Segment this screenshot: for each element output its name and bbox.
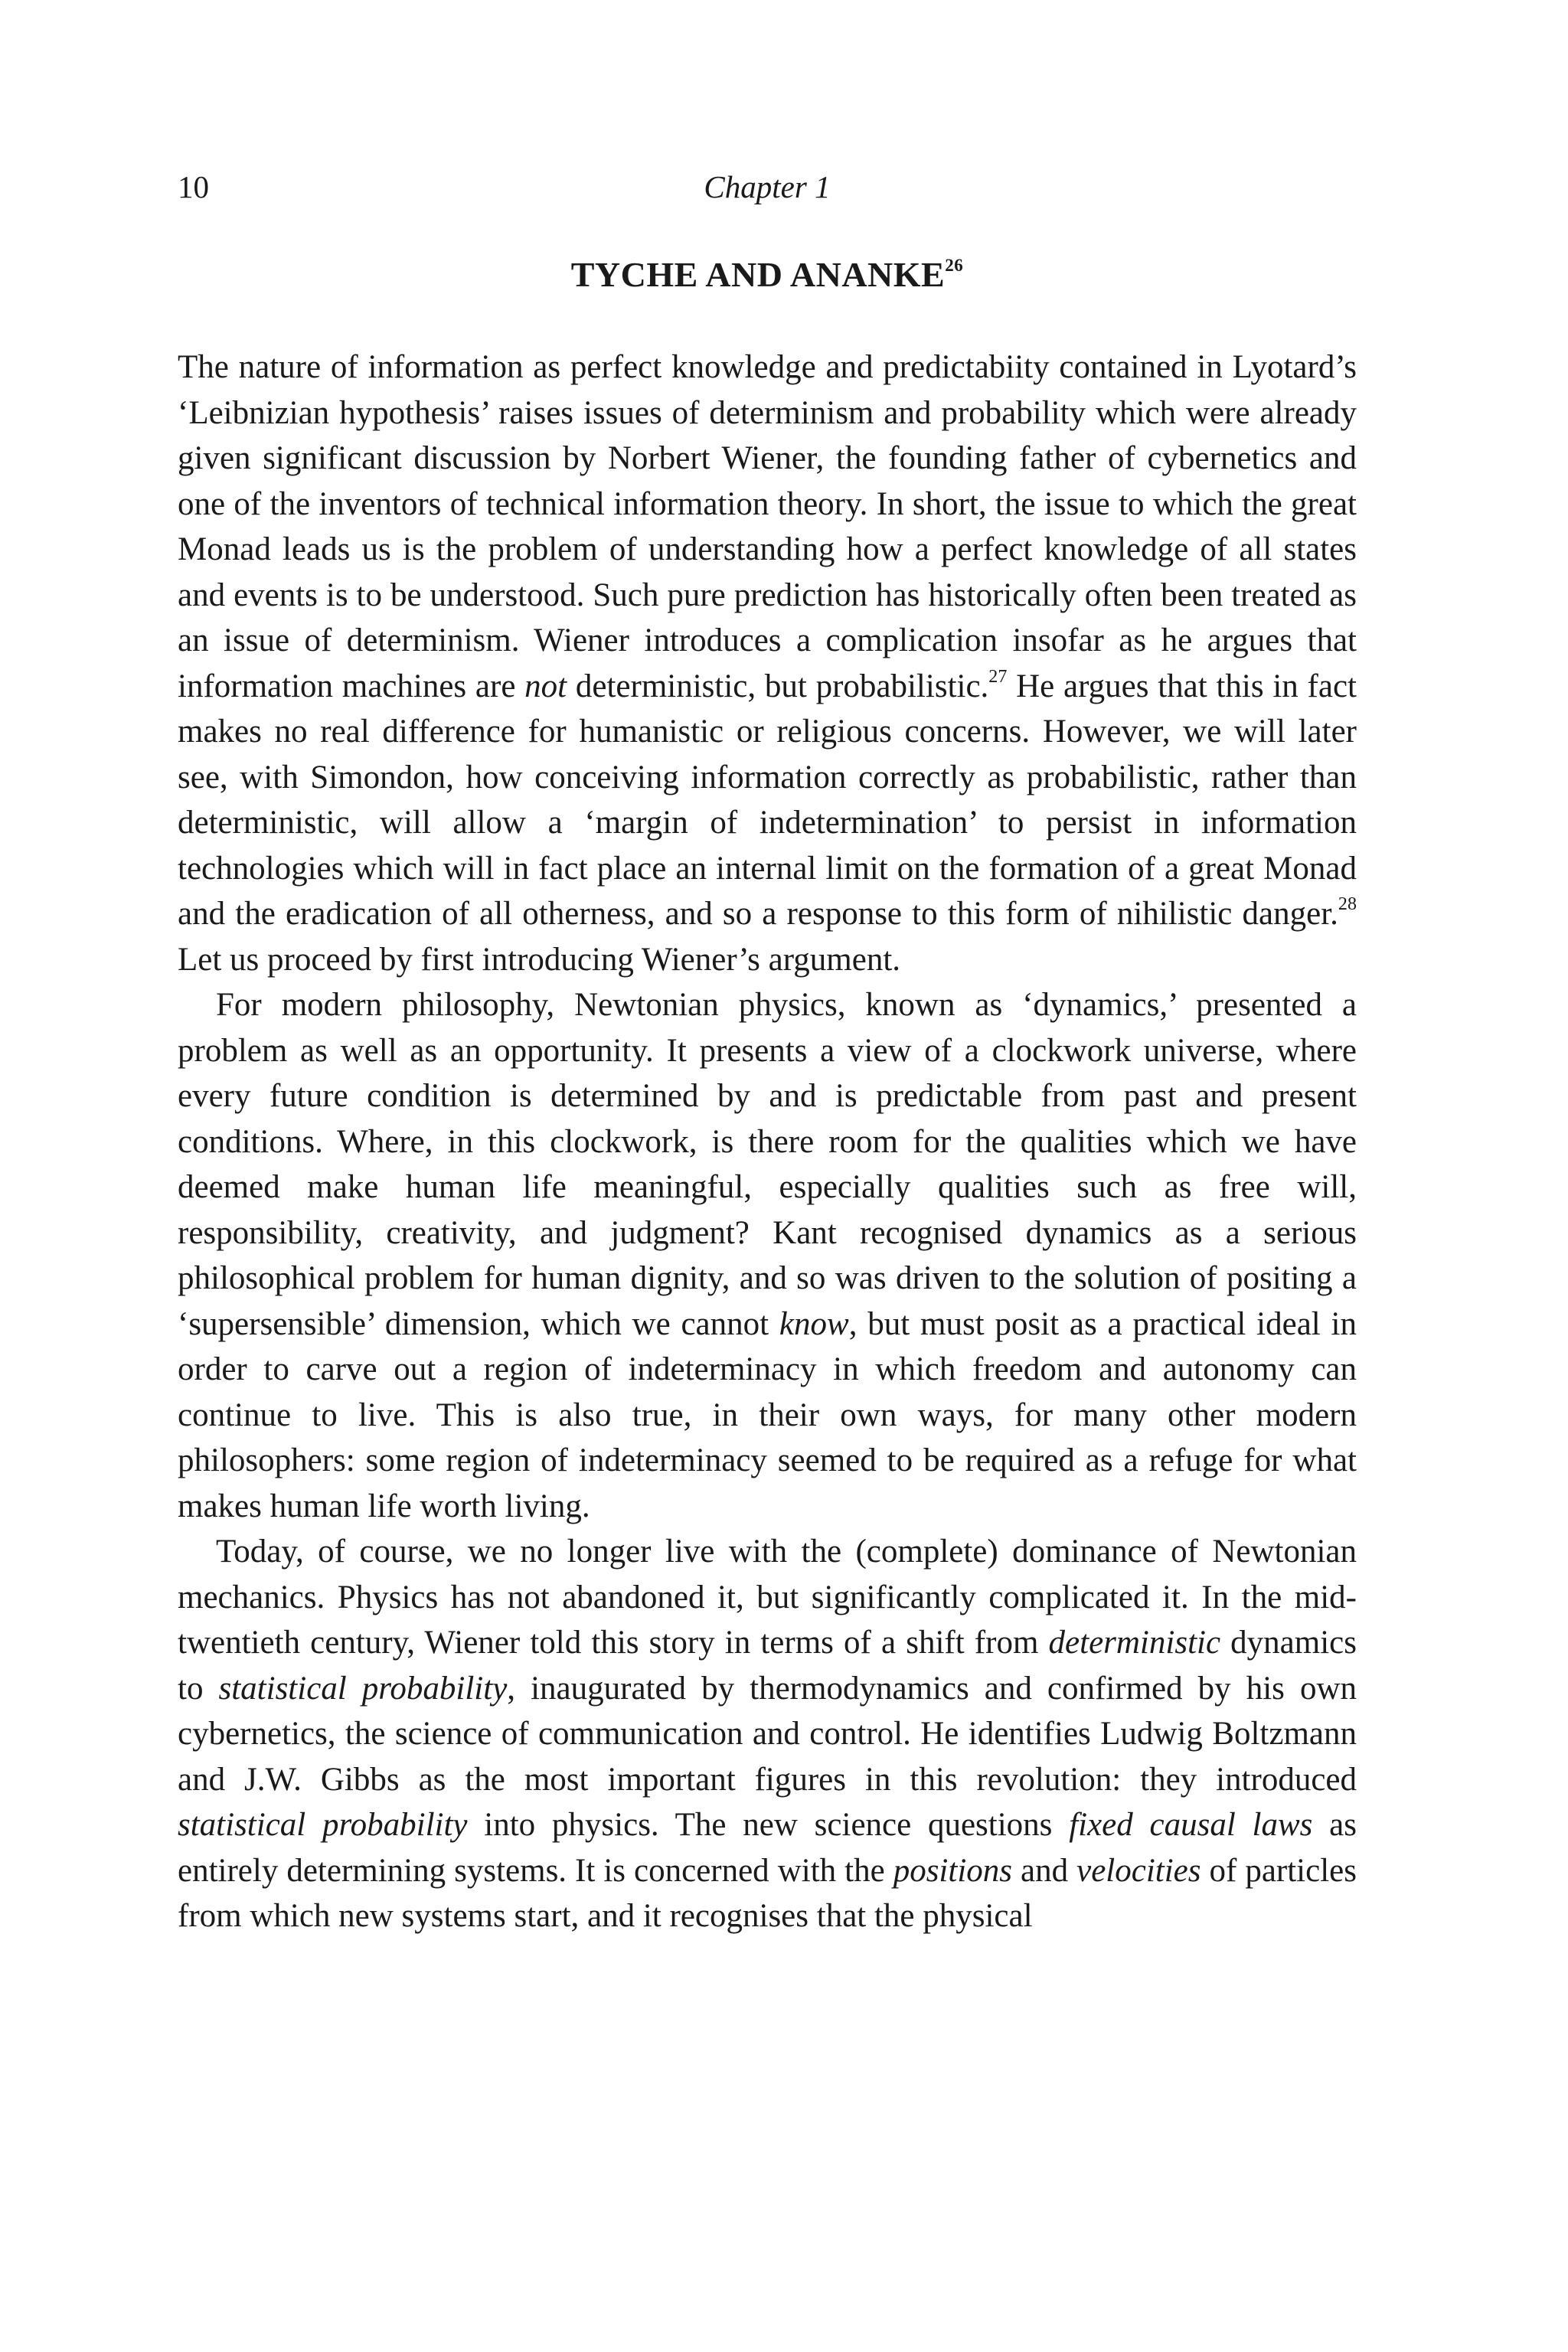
section-heading [178, 250, 1357, 300]
emphasis: know [779, 1305, 849, 1342]
text-run: , inaugurated by thermodynamics and confirmed by his own cybernetics, the science of communication and control. He identifies Ludwig Boltzmann and J.W. Gibbs as the most important figures in this revolution: they introduced [178, 1670, 1357, 1798]
section-title: TYCHE AND ANANKE [570, 255, 946, 294]
chapter-label: Chapter 1 [704, 169, 831, 204]
text-run: into physics. The new science questions [467, 1807, 1070, 1843]
text-run: He argues that this in fact makes no real difference for humanistic or religious concerns. However, we will later see, with Simondon, how conceiving information correctly as probabilistic, rather than deterministic, will allow a ‘margin of indetermination’ to persist in information technologies which will in fact place an internal limit on the formation of a great Monad and the eradication of all otherness, and so a response to this form of nihilistic danger. [178, 668, 1357, 932]
emphasis: statistical probability [178, 1807, 468, 1843]
text-run: and [1012, 1852, 1077, 1889]
emphasis: statistical probability [218, 1670, 508, 1707]
footnote-ref: 28 [1338, 894, 1357, 915]
footnote-ref: 27 [988, 666, 1008, 687]
emphasis: not [524, 668, 567, 704]
text-run: deterministic, but probabilistic. [567, 668, 989, 704]
paragraph [178, 345, 1357, 982]
body-text [178, 345, 1357, 1939]
emphasis: velocities [1076, 1852, 1201, 1889]
text-run: dynamics to [178, 1625, 1357, 1707]
section-footnote-ref: 26 [945, 256, 964, 276]
emphasis: positions [893, 1852, 1013, 1889]
paragraph [178, 982, 1357, 1529]
text-run: of particles from which new systems start, and it recognises that the physical [178, 1852, 1357, 1934]
page-number: 10 [178, 169, 209, 204]
emphasis: deterministic [1048, 1625, 1221, 1661]
paragraph [178, 1529, 1357, 1939]
text-run: as entirely determining systems. It is concerned with the [178, 1807, 1357, 1889]
text-run: Today, of course, we no longer live with the (complete) dominance of Newtonian mechanics. Physics has not abandoned it, but significantly complicated it. In the mid-twentieth century, Wiener told this story in terms of a shift from [178, 1534, 1357, 1661]
text-run: The nature of information as perfect knowledge and predictabiity contained in Lyotard’s ‘Leibnizian hypothesis’ raises issues of determinism and probability which were already given significant discussion by Norbert Wiener, the founding father of cybernetics and one of the inventors of technical information theory. In short, the issue to which the great Monad leads us is the problem of understanding how a perfect knowledge of all states and events is to be understood. Such pure prediction has historically often been treated as an issue of determinism. Wiener introduces a complication insofar as he argues that information machines are [178, 349, 1357, 704]
running-head [178, 164, 1357, 210]
text-run: Let us proceed by first introducing Wiener’s argument. [178, 941, 901, 978]
text-run: , but must posit as a practical ideal in order to carve out a region of indeterminacy in which freedom and autonomy can continue to live. This is also true, in their own ways, for many other modern philosophers: some region of indeterminacy seemed to be required as a refuge for what makes human life worth living. [178, 1305, 1357, 1524]
emphasis: fixed causal laws [1069, 1807, 1313, 1843]
text-run: For modern philosophy, Newtonian physics, known as ‘dynamics,’ presented a problem as well as an opportunity. It presents a view of a clockwork universe, where every future condition is determined by and is predictable from past and present conditions. Where, in this clockwork, is there room for the qualities which we have deemed make human life meaningful, especially qualities such as free will, responsibility, creativity, and judgment? Kant recognised dynamics as a serious philosophical problem for human dignity, and so was driven to the solution of positing a ‘supersensible’ dimension, which we cannot [178, 987, 1357, 1342]
